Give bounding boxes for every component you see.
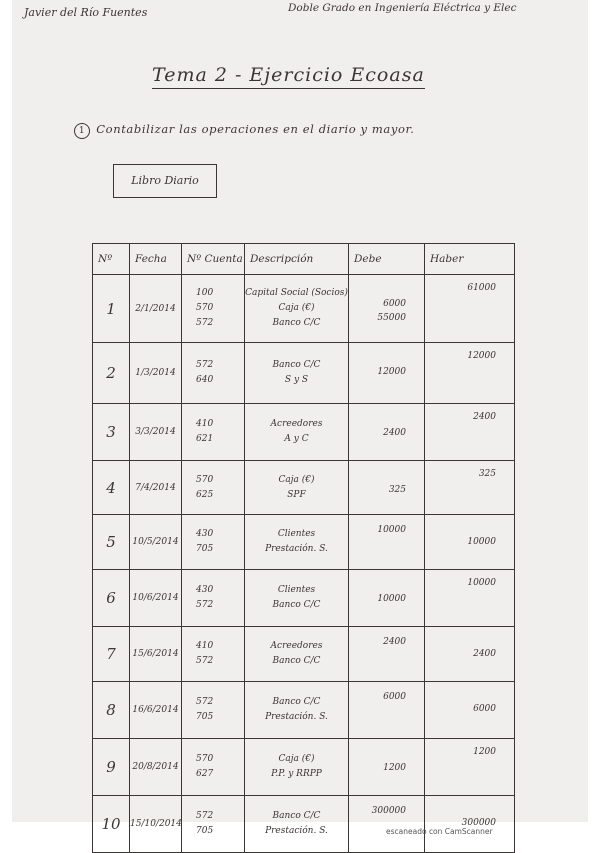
debit-amount: 2400: [383, 637, 406, 647]
account-description: A y C: [284, 434, 309, 444]
entry-number: 7: [93, 627, 130, 682]
header-haber: Haber: [425, 244, 515, 275]
header-descripcion: Descripción: [245, 244, 349, 275]
entry-number: 2: [93, 343, 130, 404]
instruction-text: Contabilizar las operaciones en el diario y mayor.: [96, 122, 415, 136]
entry-credit: [425, 461, 515, 515]
debit-amount: 12000: [377, 367, 406, 377]
account-description: Banco C/C: [272, 811, 321, 821]
account-code: 572: [196, 697, 214, 707]
credit-amount: 61000: [467, 283, 496, 293]
debit-amount: 10000: [377, 594, 406, 604]
account-code: 705: [196, 826, 214, 836]
debit-amount: 10000: [377, 525, 406, 535]
entry-date: 10/6/2014: [130, 570, 182, 627]
entry-date: 15/10/2014: [130, 796, 182, 853]
table-row: [93, 343, 515, 404]
entry-debit: [349, 682, 425, 739]
account-description: Banco C/C: [272, 600, 321, 610]
entry-description: [245, 682, 349, 739]
account-description: Prestación. S.: [265, 544, 328, 554]
account-code: 572: [196, 811, 214, 821]
entry-number: 5: [93, 515, 130, 570]
account-code: 410: [196, 419, 214, 429]
credit-amount: 12000: [467, 351, 496, 361]
account-code: 100: [196, 288, 214, 298]
account-code: 627: [196, 769, 214, 779]
credit-amount: 2400: [473, 412, 496, 422]
header-cuenta: Nº Cuenta: [182, 244, 245, 275]
entry-number: 4: [93, 461, 130, 515]
entry-credit: [425, 739, 515, 796]
account-code: 410: [196, 641, 214, 651]
debit-amount: 55000: [377, 313, 406, 323]
entry-number: 6: [93, 570, 130, 627]
entry-credit: [425, 796, 515, 853]
entry-date: 1/3/2014: [130, 343, 182, 404]
account-code: 572: [196, 656, 214, 666]
entry-date: 3/3/2014: [130, 404, 182, 461]
entry-accounts: [182, 461, 245, 515]
entry-number: 8: [93, 682, 130, 739]
entry-date: 2/1/2014: [130, 275, 182, 343]
table-row: [93, 404, 515, 461]
header-num: Nº: [93, 244, 130, 275]
instruction-number: 1: [74, 123, 90, 139]
entry-debit: [349, 739, 425, 796]
account-description: Caja (€): [278, 303, 315, 313]
table-row: [93, 461, 515, 515]
account-description: P.P. y RRPP: [271, 769, 322, 779]
entry-description: [245, 461, 349, 515]
entry-debit: [349, 515, 425, 570]
table-row: [93, 275, 515, 343]
account-description: Prestación. S.: [265, 826, 328, 836]
account-code: 430: [196, 585, 214, 595]
table-row: [93, 796, 515, 853]
entry-accounts: [182, 739, 245, 796]
account-description: Prestación. S.: [265, 712, 328, 722]
table-row: [93, 682, 515, 739]
table-row: [93, 739, 515, 796]
entry-accounts: [182, 404, 245, 461]
credit-amount: 10000: [467, 537, 496, 547]
entry-accounts: [182, 796, 245, 853]
account-description: Caja (€): [278, 474, 315, 485]
entry-date: 10/5/2014: [130, 515, 182, 570]
entry-debit: [349, 461, 425, 515]
debit-amount: 300000: [371, 806, 406, 816]
account-description: Acreedores: [270, 419, 323, 429]
entry-debit: [349, 343, 425, 404]
journal-body: [93, 275, 515, 853]
journal-table: [92, 243, 515, 853]
entry-description: [245, 796, 349, 853]
credit-amount: 10000: [467, 578, 496, 588]
account-code: 640: [196, 375, 214, 385]
account-description: Acreedores: [270, 641, 323, 651]
section-label-box: [113, 164, 217, 198]
account-description: Clientes: [277, 585, 316, 595]
table-row: [93, 515, 515, 570]
account-code: 572: [196, 360, 214, 370]
scanner-watermark: escaneado con CamScanner: [386, 827, 493, 836]
account-description: Capital Social (Socios): [245, 288, 348, 298]
entry-credit: [425, 404, 515, 461]
account-code: 430: [196, 529, 214, 539]
header-debe: Debe: [349, 244, 425, 275]
account-description: Banco C/C: [272, 360, 321, 370]
account-description: SPF: [287, 489, 306, 500]
entry-description: [245, 515, 349, 570]
entry-accounts: [182, 515, 245, 570]
header-fecha: Fecha: [130, 244, 182, 275]
degree-name: Doble Grado en Ingeniería Eléctrica y Elec: [288, 2, 517, 14]
account-code: 570: [196, 754, 214, 764]
account-code: 705: [196, 544, 214, 554]
account-code: 572: [196, 318, 214, 328]
credit-amount: 300000: [461, 818, 496, 828]
entry-date: 15/6/2014: [130, 627, 182, 682]
entry-debit: [349, 627, 425, 682]
entry-number: 1: [93, 275, 130, 343]
account-description: Banco C/C: [272, 656, 321, 666]
entry-description: [245, 627, 349, 682]
entry-credit: [425, 682, 515, 739]
entry-description: [245, 404, 349, 461]
entry-credit: [425, 627, 515, 682]
entry-description: [245, 343, 349, 404]
debit-amount: 2400: [383, 428, 406, 438]
table-row: [93, 570, 515, 627]
entry-description: [245, 739, 349, 796]
account-code: 625: [196, 489, 214, 500]
entry-date: 7/4/2014: [130, 461, 182, 515]
entry-accounts: [182, 275, 245, 343]
debit-amount: 325: [388, 485, 406, 495]
account-code: 621: [196, 434, 214, 444]
entry-accounts: [182, 570, 245, 627]
entry-accounts: [182, 627, 245, 682]
entry-number: 3: [93, 404, 130, 461]
entry-debit: [349, 570, 425, 627]
entry-date: 20/8/2014: [130, 739, 182, 796]
account-code: 570: [196, 474, 214, 485]
account-description: Caja (€): [278, 754, 315, 764]
entry-credit: [425, 515, 515, 570]
entry-debit: [349, 796, 425, 853]
account-description: Clientes: [277, 529, 316, 539]
debit-amount: 6000: [383, 299, 406, 309]
table-header-row: [93, 244, 515, 275]
debit-amount: 1200: [383, 763, 406, 773]
credit-amount: 325: [478, 469, 496, 479]
entry-credit: [425, 570, 515, 627]
account-code: 572: [196, 600, 214, 610]
account-description: Banco C/C: [272, 318, 321, 328]
account-description: S y S: [284, 375, 309, 385]
entry-credit: [425, 275, 515, 343]
author-name: Javier del Río Fuentes: [24, 6, 148, 19]
entry-description: [245, 275, 349, 343]
entry-description: [245, 570, 349, 627]
entry-debit: [349, 275, 425, 343]
page-title: Tema 2 - Ejercicio Ecoasa: [152, 64, 425, 89]
account-description: Banco C/C: [272, 697, 321, 707]
entry-credit: [425, 343, 515, 404]
entry-number: 10: [93, 796, 130, 853]
credit-amount: 1200: [473, 747, 496, 757]
credit-amount: 6000: [473, 704, 496, 714]
entry-accounts: [182, 343, 245, 404]
account-code: 705: [196, 712, 214, 722]
debit-amount: 6000: [383, 692, 406, 702]
section-label: Libro Diario: [131, 174, 199, 187]
entry-accounts: [182, 682, 245, 739]
exercise-instruction: [74, 122, 415, 139]
table-row: [93, 627, 515, 682]
account-code: 570: [196, 303, 214, 313]
entry-number: 9: [93, 739, 130, 796]
entry-debit: [349, 404, 425, 461]
credit-amount: 2400: [473, 649, 496, 659]
entry-date: 16/6/2014: [130, 682, 182, 739]
